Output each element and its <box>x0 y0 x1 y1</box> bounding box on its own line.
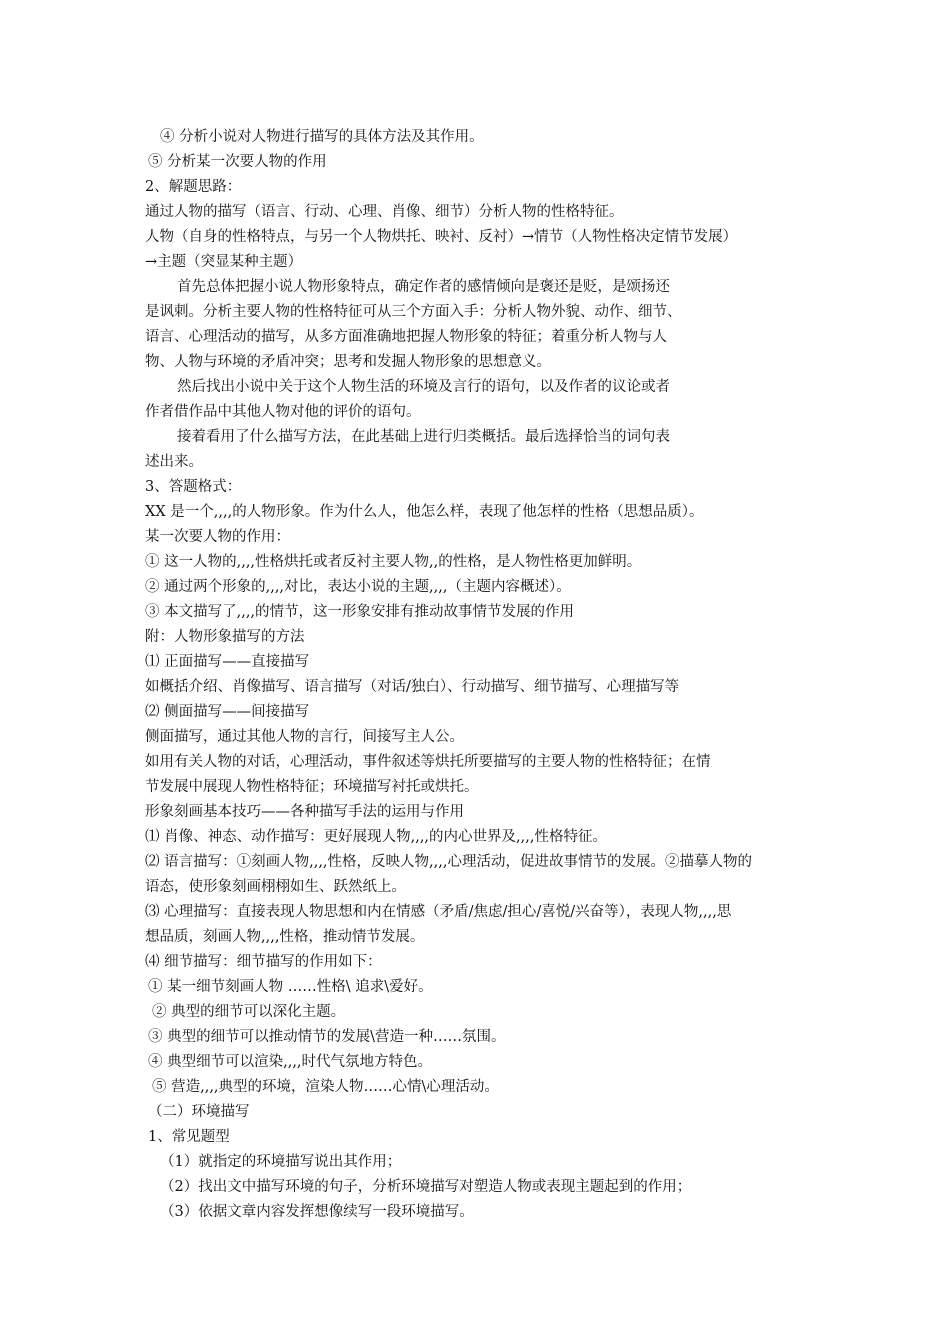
text-line: 如用有关人物的对话，心理活动，事件叙述等烘托所要描写的主要人物的性格特征；在情 <box>145 754 711 770</box>
text-line: 语态，使形象刻画栩栩如生、跃然纸上。 <box>145 879 406 895</box>
text-line: ⑵ 语言描写：①刻画人物,,,,性格，反映人物,,,,心理活动，促进故事情节的发展。②描摹人物的 <box>145 854 752 870</box>
section-heading: 1、常见题型 <box>148 1129 230 1145</box>
paragraph-line: 语言、心理活动的描写，从多方面准确地把握人物形象的特征；着重分析人物与人 <box>145 329 667 345</box>
paragraph-line: 述出来。 <box>145 454 203 470</box>
text-line: 附：人物形象描写的方法 <box>145 629 305 645</box>
text-line: ① 这一人物的,,,,性格烘托或者反衬主要人物,,的性格，是人物性格更加鲜明。 <box>145 554 642 570</box>
text-line: →主题（突显某种主题） <box>145 254 303 270</box>
text-line: ④ 分析小说对人物进行描写的具体方法及其作用。 <box>160 129 484 145</box>
paragraph-line: 首先总体把握小说人物形象特点，确定作者的感情倾向是褒还是贬，是颂扬还 <box>177 279 670 295</box>
text-line: 通过人物的描写（语言、行动、心理、肖像、细节）分析人物的性格特征。 <box>145 204 624 220</box>
text-line: ⑤ 营造,,,,典型的环境，渲染人物……心情\心理活动。 <box>152 1079 499 1095</box>
text-line: （2）找出文中描写环境的句子，分析环境描写对塑造人物或表现主题起到的作用； <box>160 1179 692 1195</box>
text-line: 侧面描写，通过其他人物的言行，间接写主人公。 <box>145 729 464 745</box>
text-line: ② 典型的细节可以深化主题。 <box>152 1004 346 1020</box>
text-line: XX 是一个,,,,的人物形象。作为什么人，他怎么样，表现了他怎样的性格（思想品质）。 <box>145 504 704 520</box>
text-line: （3）依据文章内容发挥想像续写一段环境描写。 <box>160 1204 474 1220</box>
section-heading: 3、答题格式： <box>145 479 242 495</box>
text-line: ② 通过两个形象的,,,,对比，表达小说的主题,,,,（主题内容概述）。 <box>145 579 571 595</box>
text-line: 如概括介绍、肖像描写、语言描写（对话/独白）、行动描写、细节描写、心理描写等 <box>145 679 680 695</box>
text-line: 某一次要人物的作用： <box>145 529 290 545</box>
section-heading: （二）环境描写 <box>148 1104 250 1120</box>
paragraph-line: 作者借作品中其他人物对他的评价的语句。 <box>145 404 421 420</box>
paragraph-line: 物、人物与环境的矛盾冲突；思考和发掘人物形象的思想意义。 <box>145 354 551 370</box>
paragraph-line: 然后找出小说中关于这个人物生活的环境及言行的语句，以及作者的议论或者 <box>177 379 670 395</box>
text-line: ③ 典型的细节可以推动情节的发展\营造一种……氛围。 <box>148 1029 506 1045</box>
text-line: 节发展中展现人物性格特征；环境描写衬托或烘托。 <box>145 779 479 795</box>
text-line: ③ 本文描写了,,,,的情节，这一形象安排有推动故事情节发展的作用 <box>145 604 575 620</box>
text-line: ④ 典型细节可以渲染,,,,时代气氛地方特色。 <box>148 1054 433 1070</box>
text-line: （1）就指定的环境描写说出其作用； <box>160 1154 402 1170</box>
text-line: ⑷ 细节描写：细节描写的作用如下： <box>145 954 382 970</box>
text-line: 人物（自身的性格特点，与另一个人物烘托、映衬、反衬）→情节（人物性格决定情节发展） <box>145 229 738 245</box>
text-line: ① 某一细节刻画人物 ……性格\ 追求\爱好。 <box>148 979 433 995</box>
text-line: 想品质，刻画人物,,,,性格，推动情节发展。 <box>145 929 425 945</box>
paragraph-line: 是讽刺。分析主要人物的性格特征可从三个方面入手：分析人物外貌、动作、细节、 <box>145 304 682 320</box>
text-line: ⑶ 心理描写：直接表现人物思想和内在情感（矛盾/焦虑/担心/喜悦/兴奋等），表现人物,,,,思 <box>145 904 732 920</box>
text-line: ⑴ 肖像、神态、动作描写：更好展现人物,,,,的内心世界及,,,,性格特征。 <box>145 829 607 845</box>
text-line: ⑤ 分析某一次要人物的作用 <box>148 154 327 170</box>
text-line: ⑴ 正面描写——直接描写 <box>145 654 310 670</box>
text-line: 形象刻画基本技巧——各种描写手法的运用与作用 <box>145 804 464 820</box>
text-line: ⑵ 侧面描写——间接描写 <box>145 704 310 720</box>
section-heading: 2、解题思路： <box>145 179 242 195</box>
paragraph-line: 接着看用了什么描写方法，在此基础上进行归类概括。最后选择恰当的词句表 <box>177 429 670 445</box>
